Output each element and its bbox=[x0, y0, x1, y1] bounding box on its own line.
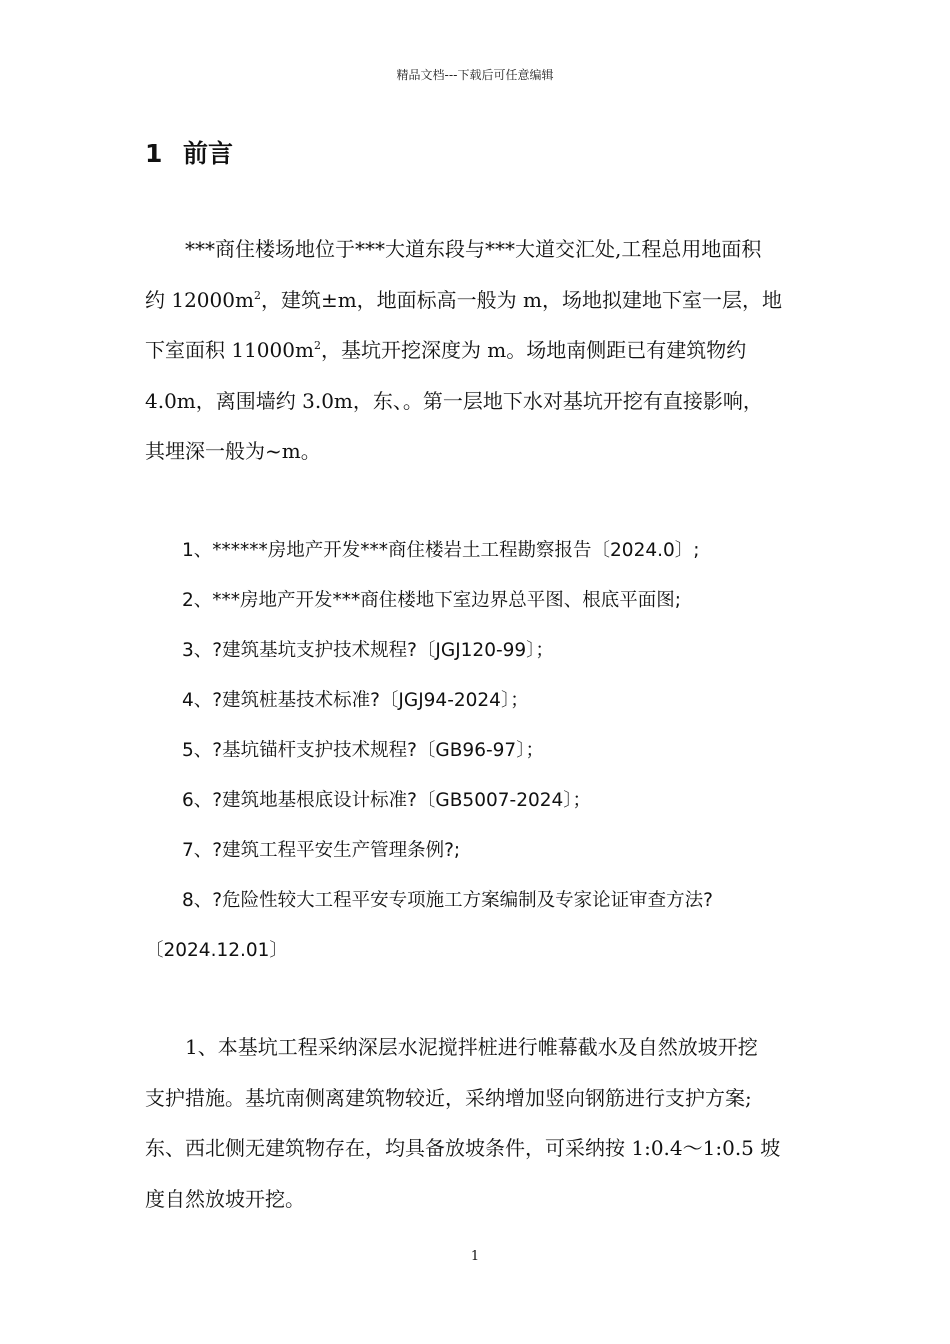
section-heading bbox=[145, 134, 233, 170]
section-number: 1 bbox=[145, 139, 163, 168]
reference-item: 3、?建筑基坑支护技术规程?〔JGJ120-99〕； bbox=[145, 640, 554, 661]
intro-line: 其埋深一般为~m。 bbox=[145, 439, 321, 463]
superscript: 2 bbox=[313, 339, 321, 352]
measures-line: 度自然放坡开挖。 bbox=[145, 1186, 305, 1211]
intro-line: 下室面积 $11000m^2$，基坑开挖深度为 m。场地南侧距已有建筑物约 bbox=[145, 338, 747, 362]
measures-paragraph bbox=[145, 1022, 835, 1224]
reference-item: 6、?建筑地基根底设计标准?〔GB5007-2024〕； bbox=[145, 790, 592, 811]
section-title: 前言 bbox=[183, 139, 234, 168]
intro-line: 约 $12000m^2$，建筑±m，地面标高一般为 m，场地拟建地下室一层，地 bbox=[145, 287, 782, 312]
reference-item: 4、?建筑桩基技术标准?〔JGJ94-2024〕； bbox=[145, 690, 529, 711]
reference-item: 〔2024.12.01〕 bbox=[145, 940, 288, 961]
reference-item: 7、?建筑工程平安生产管理条例?; bbox=[145, 840, 461, 861]
measures-line: 1、本基坑工程采纳深层水泥搅拌桩进行帷幕截水及自然放坡开挖 bbox=[145, 1035, 758, 1059]
reference-item: 5、?基坑锚杆支护技术规程?〔GB96-97〕； bbox=[145, 740, 544, 761]
measures-line: 东、西北侧无建筑物存在，均具备放坡条件，可采纳按 1:0.4～1:0.5 坡 bbox=[145, 1136, 781, 1160]
intro-paragraph bbox=[145, 224, 835, 477]
measures-line: 支护措施。基坑南侧离建筑物较近，采纳增加竖向钢筋进行支护方案; bbox=[145, 1085, 752, 1110]
page-number: 1 bbox=[470, 1249, 480, 1264]
page-header: 精品文档---下载后可任意编辑 bbox=[396, 68, 554, 82]
intro-line: 4.0m，离围墙约 3.0m，东、。第一层地下水对基坑开挖有直接影响， bbox=[145, 388, 763, 413]
superscript: 2 bbox=[253, 288, 261, 302]
intro-line: ***商住楼场地位于***大道东段与***大道交汇处,工程总用地面积 bbox=[145, 237, 762, 261]
reference-item: 1、******房地产开发***商住楼岩土工程勘察报告〔2024.0〕; bbox=[145, 540, 700, 561]
reference-item: 8、?危险性较大工程平安专项施工方案编制及专家论证审查方法? bbox=[145, 890, 713, 911]
reference-item: 2、***房地产开发***商住楼地下室边界总平图、根底平面图; bbox=[145, 590, 682, 611]
